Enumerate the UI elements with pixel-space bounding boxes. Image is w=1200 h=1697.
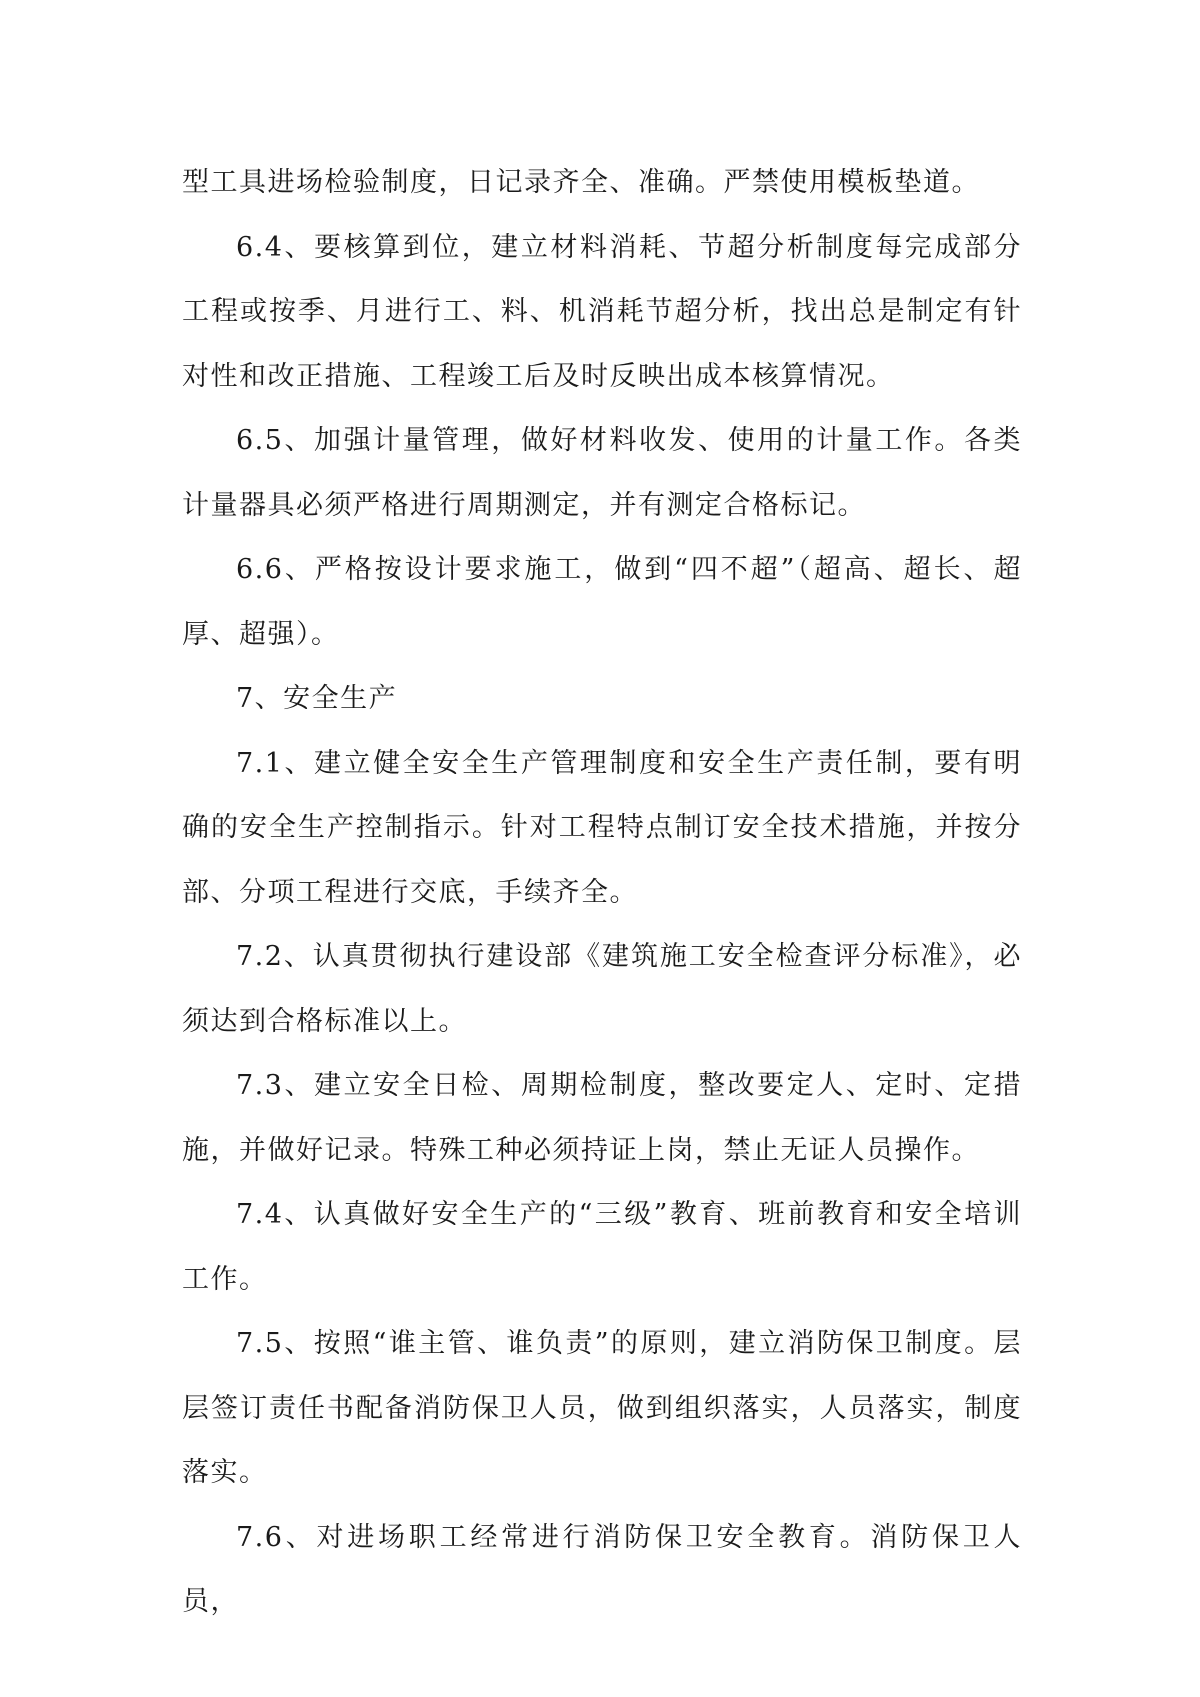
document-body	[182, 151, 1022, 1635]
paragraph-7-1: 7.1、建立健全安全生产管理制度和安全生产责任制，要有明确的安全生产控制指示。针对工程特点制订安全技术措施，并按分部、分项工程进行交底，手续齐全。	[182, 747, 1022, 908]
paragraph-7-6: 7.6、对进场职工经常进行消防保卫安全教育。消防保卫人员，	[182, 1521, 1022, 1617]
paragraph-7-3: 7.3、建立安全日检、周期检制度，整改要定人、定时、定措施，并做好记录。特殊工种必须持证上岗，禁止无证人员操作。	[182, 1070, 1022, 1166]
paragraph-6-4: 6.4、要核算到位，建立材料消耗、节超分析制度每完成部分工程或按季、月进行工、料、机消耗节超分析，找出总是制定有针对性和改正措施、工程竣工后及时反映出成本核算情况。	[182, 231, 1022, 392]
paragraph-6-5: 6.5、加强计量管理，做好材料收发、使用的计量工作。各类计量器具必须严格进行周期测定，并有测定合格标记。	[182, 425, 1022, 521]
paragraph-7-5: 7.5、按照“谁主管、谁负责”的原则，建立消防保卫制度。层层签订责任书配备消防保卫人员，做到组织落实，人员落实，制度落实。	[182, 1328, 1022, 1488]
paragraph-7-4: 7.4、认真做好安全生产的“三级”教育、班前教育和安全培训工作。	[182, 1199, 1022, 1295]
paragraph-6-6: 6.6、严格按设计要求施工，做到“四不超”（超高、超长、超厚、超强）。	[182, 554, 1022, 650]
paragraph-continuation: 型工具进场检验制度，日记录齐全、准确。严禁使用模板垫道。	[182, 167, 980, 198]
section-heading-7: 7、安全生产	[236, 683, 398, 714]
paragraph-7-2: 7.2、认真贯彻执行建设部《建筑施工安全检查评分标准》，必须达到合格标准以上。	[182, 941, 1022, 1037]
